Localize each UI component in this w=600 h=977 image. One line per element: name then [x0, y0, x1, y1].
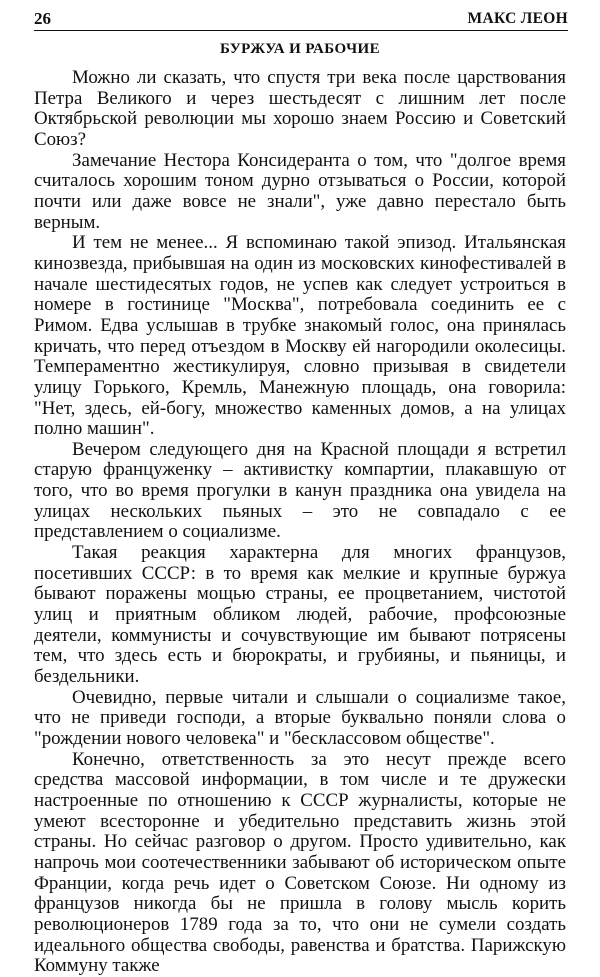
paragraph: Можно ли сказать, что спустя три века после царствования Петра Великого и через шестьдесят с лишним лет после Октябрьской революции мы хорошо знаем Россию и Советский Союз? — [34, 67, 566, 150]
paragraph: Такая реакция характерна для многих французов, посетивших СССР: в то время как мелкие и крупные буржуа бывают поражены мощью страны, ее процветанием, чистотой улиц и приятным обликом людей, рабочие, профсоюзные деятели, коммунисты и сочувствующие им бывают потрясены тем, что здесь есть и бюрократы, и грубияны, и пьяницы, и бездельники. — [34, 542, 566, 688]
page-number: 26 — [34, 9, 51, 28]
paragraph: Замечание Нестора Консидеранта о том, что "долгое время считалось хорошим тоном дурно отзываться о России, которой почти или даже вовсе не знали", уже давно перестало быть верным. — [34, 149, 566, 233]
paragraph: Конечно, ответственность за это несут прежде всего средства массовой информации, в том числе и те дружески настроенные по отношению к СССР журналисты, которые не умеют всесторонне и убедительно представить жизнь этой страны. Но сейчас разговор о другом. Просто удивительно, как напрочь мои соотечественники забывают об историческом опыте Франции, когда речь идет о Советском Союзе. Ни одному из французов никогда бы не пришла в голову мысль корить революционеров 1789 года за то, что они не сумели создать идеального общества свободы, равенства и братства. Парижскую Коммуну также — [34, 748, 566, 977]
running-title-author: МАКС ЛЕОН — [467, 10, 568, 27]
paragraph: Вечером следующего дня на Красной площади я встретил старую француженку – активистку компартии, плакавшую от того, что во время прогулки в канун праздника она увидела на улицах нескольких пьяных – это не совпадало с ее представлением о социализме. — [34, 438, 566, 543]
paragraph: И тем не менее... Я вспоминаю такой эпизод. Итальянская кинозвезда, прибывшая на один из московских кинофестивалей в начале шестидесятых годов, не успев как следует устроиться в номере в гостинице "Москва", потребовала соединить ее с Римом. Едва услышав в трубке знакомый голос, она принялась кричать, что перед отъездом в Москву ей нагородили околесицы. Темпераментно жестикулируя, словно призывая в свидетели улицу Горького, Кремль, Манежную площадь, она говорила: "Нет, здесь, ей-богу, множество каменных домов, а на улицах полно машин". — [34, 232, 566, 440]
paragraph: Очевидно, первые читали и слышали о социализме такое, что не приведи господи, а вторые буквально поняли слова о "рождении нового человека" и "бесклассовом обществе". — [34, 686, 566, 749]
text-body — [34, 68, 566, 977]
running-header — [34, 8, 568, 31]
section-title: БУРЖУА И РАБОЧИЕ — [219, 41, 381, 57]
